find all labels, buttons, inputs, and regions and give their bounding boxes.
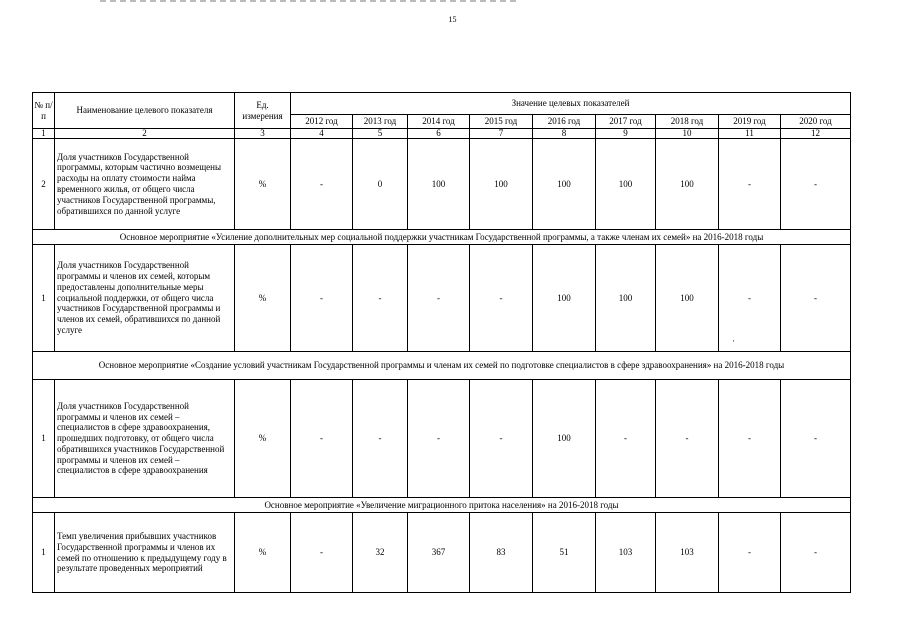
value-cell: - (719, 139, 781, 230)
value-cell: 83 (470, 513, 533, 593)
header-num: № п/п (33, 93, 55, 129)
col-number: 5 (353, 129, 408, 139)
year-header: 2018 год (656, 115, 719, 129)
col-number: 7 (470, 129, 533, 139)
value-cell: - (781, 380, 851, 498)
value-cell: - (353, 380, 408, 498)
unit: % (235, 245, 291, 352)
col-number: 10 (656, 129, 719, 139)
value-cell: 100 (596, 139, 656, 230)
indicator-name: Темп увеличения прибывших участников Государственной программы и членов их семей по отношению к предыдущему году в результате проведенных мероприятий (55, 513, 235, 593)
value-cell: - (408, 380, 470, 498)
indicator-name: Доля участников Государственной программы и членов их семей, которым предоставлены дополнительные меры социальной поддержки, от общего числа участников Государственной программы и членов их семей, обратившихся по данной услуге (55, 245, 235, 352)
year-header: 2017 год (596, 115, 656, 129)
value-cell: 100 (533, 245, 596, 352)
col-number: 1 (33, 129, 55, 139)
value-cell: 367 (408, 513, 470, 593)
year-header: 2014 год (408, 115, 470, 129)
header-name: Наименование целевого показателя (55, 93, 235, 129)
value-cell: - (291, 513, 353, 593)
col-number: 8 (533, 129, 596, 139)
value-cell: - (596, 380, 656, 498)
value-cell: - (291, 139, 353, 230)
value-cell: 100 (408, 139, 470, 230)
scan-dot: · (732, 336, 735, 346)
year-header: 2013 год (353, 115, 408, 129)
section-heading: Основное мероприятие «Создание условий участникам Государственной программы и членам их семей по подготовке специалистов в сфере здравоохранения» на 2016-2018 годы (33, 352, 851, 380)
header-unit: Ед. измерения (235, 93, 291, 129)
value-cell: - (781, 513, 851, 593)
table-row (33, 245, 851, 352)
row-num: 1 (33, 513, 55, 593)
value-cell: - (353, 245, 408, 352)
value-cell: 100 (656, 139, 719, 230)
unit: % (235, 380, 291, 498)
year-header: 2016 год (533, 115, 596, 129)
value-cell: 100 (596, 245, 656, 352)
value-cell: 103 (596, 513, 656, 593)
value-cell: - (408, 245, 470, 352)
col-number: 9 (596, 129, 656, 139)
col-number: 3 (235, 129, 291, 139)
target-indicators-table (32, 92, 851, 593)
indicator-name: Доля участников Государственной программы, которым частично возмещены расходы на оплату стоимости найма временного жилья, от общего числа участников Государственной программы, обратившихся по данной услуге (55, 139, 235, 230)
scan-artifact (100, 0, 520, 2)
value-cell: 51 (533, 513, 596, 593)
year-header: 2019 год (719, 115, 781, 129)
table-row (33, 139, 851, 230)
section-heading: Основное мероприятие «Усиление дополнительных мер социальной поддержки участникам Государственной программы, а также членам их семей» на 2016-2018 годы (33, 230, 851, 245)
year-header: 2020 год (781, 115, 851, 129)
value-cell: - (719, 380, 781, 498)
value-cell: 100 (656, 245, 719, 352)
value-cell: - (656, 380, 719, 498)
col-number: 4 (291, 129, 353, 139)
value-cell: 100 (533, 139, 596, 230)
row-num: 1 (33, 380, 55, 498)
value-cell: - (781, 245, 851, 352)
year-header: 2012 год (291, 115, 353, 129)
value-cell: - (781, 139, 851, 230)
value-cell: 0 (353, 139, 408, 230)
col-number: 6 (408, 129, 470, 139)
value-cell: - (470, 380, 533, 498)
indicator-name: Доля участников Государственной программы и членов их семей – специалистов в сфере здравоохранения, прошедших подготовку, от общего числа обратившихся участников Государственной программы и членов их семей – специалистов в сфере здравоохранения (55, 380, 235, 498)
value-cell: 100 (470, 139, 533, 230)
value-cell: - (291, 380, 353, 498)
row-num: 1 (33, 245, 55, 352)
section-heading: Основное мероприятие «Увеличение миграционного притока населения» на 2016-2018 годы (33, 498, 851, 513)
value-cell: 100 (533, 380, 596, 498)
value-cell: 103 (656, 513, 719, 593)
value-cell: - (470, 245, 533, 352)
value-cell: - (719, 513, 781, 593)
table-row (33, 380, 851, 498)
header-values: Значение целевых показателей (291, 93, 851, 115)
value-cell: 32 (353, 513, 408, 593)
page-number: 15 (448, 15, 457, 24)
value-cell: - (291, 245, 353, 352)
year-header: 2015 год (470, 115, 533, 129)
col-number: 11 (719, 129, 781, 139)
row-num: 2 (33, 139, 55, 230)
value-cell: - (719, 245, 781, 352)
unit: % (235, 139, 291, 230)
col-number: 12 (781, 129, 851, 139)
col-number: 2 (55, 129, 235, 139)
unit: % (235, 513, 291, 593)
table-row (33, 513, 851, 593)
